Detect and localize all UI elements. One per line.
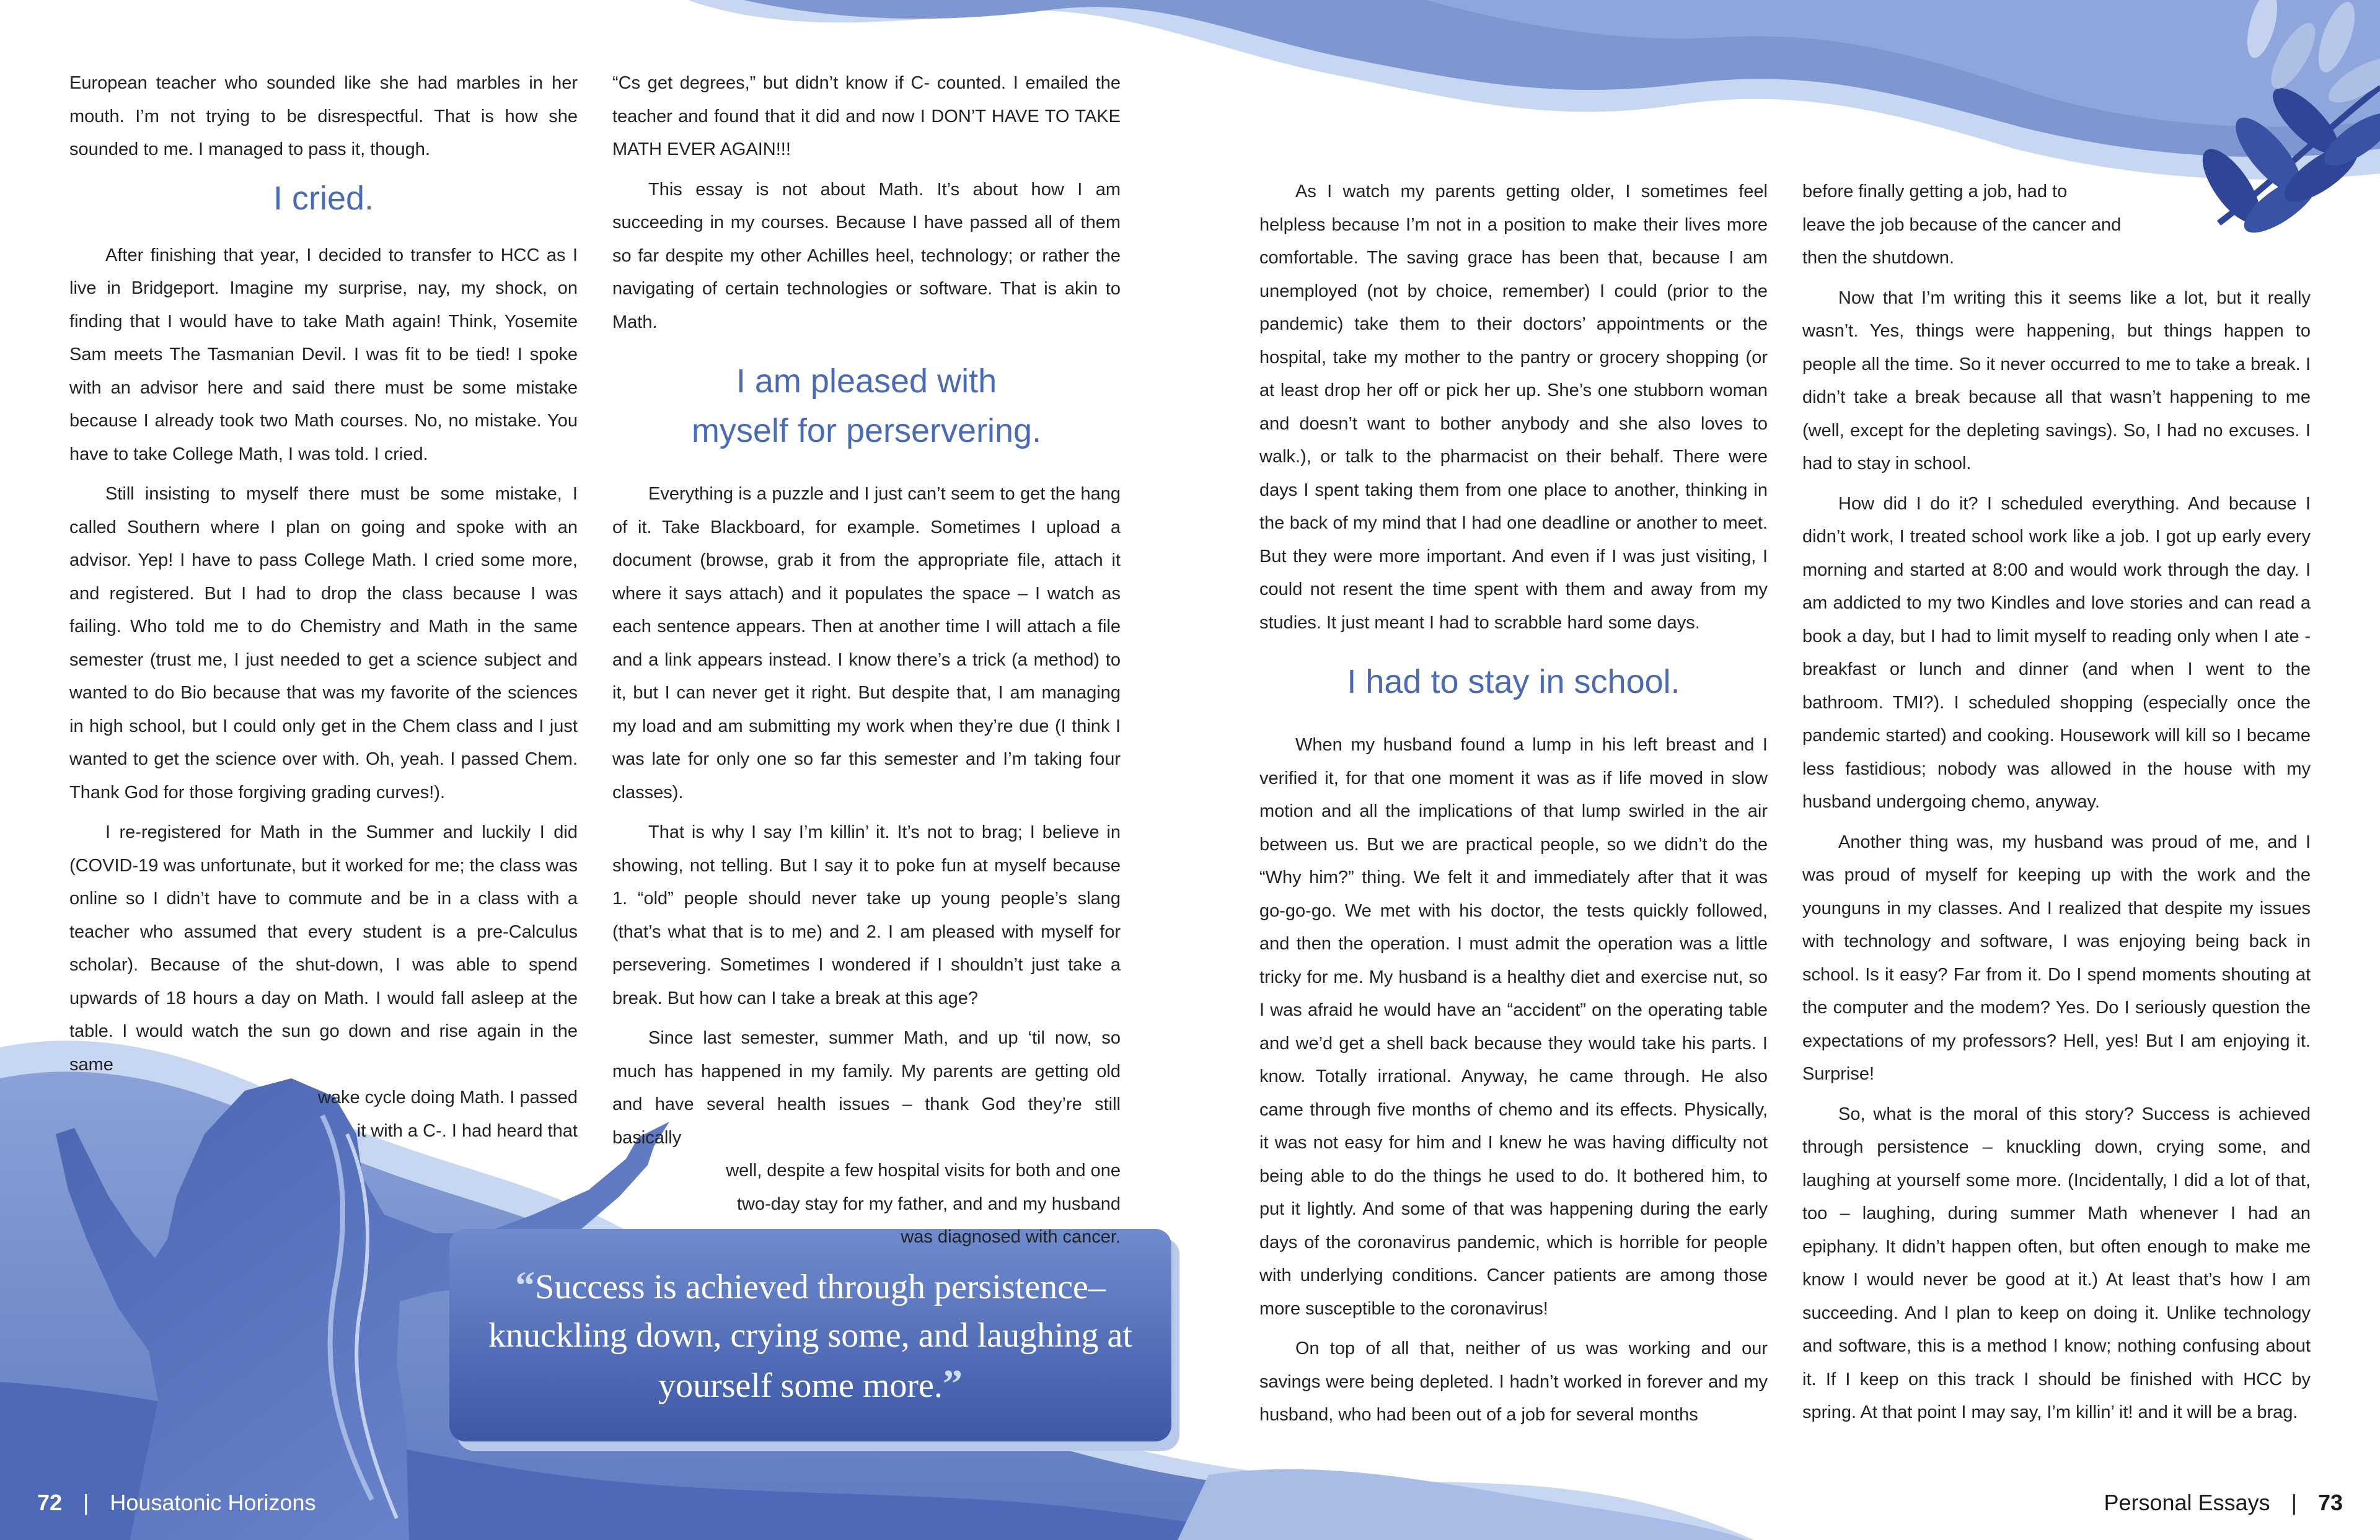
paragraph: This essay is not about Math. It’s about how I am succeeding in my courses. Because I have passed all of them so far despite my other Achilles heel, technology; or rather the navigating of certain technologies or software. That is akin to Math. (612, 179, 1121, 332)
open-quote-icon: “ (515, 1262, 536, 1307)
heading-line: myself for perservering. (691, 412, 1042, 449)
paragraph: “Cs get degrees,” but didn’t know if C- counted. I emailed the teacher and found that it did and now I DON’T HAVE TO TAKE MATH EVER AGAIN!!! (612, 73, 1121, 159)
publication-title: Housatonic Horizons (110, 1490, 316, 1515)
column-2 (612, 67, 1121, 1254)
paragraph-lead-line: before finally getting a job, had to (1802, 182, 2068, 201)
right-page-footer (2104, 1490, 2343, 1516)
paragraph-tail-line: two-day stay for my father, and and my husband (737, 1194, 1121, 1214)
section-name: Personal Essays (2104, 1490, 2270, 1515)
paragraph: Still insisting to myself there must be some mistake, I called Southern where I plan on going and spoke with an advisor. Yep! I have to pass College Math. I cried some more, and registered. But I had to drop the class because I was failing. Who told me to do Chemistry and Math in the same semester (trust me, I just needed to get a science subject and wanted to do Bio because that was my favorite of the sciences in high school, but I could only get in the Chem class and I just wanted to get the science over with. Oh, yeah. I passed Chem. Thank God for those forgiving grading curves!). (69, 484, 578, 803)
section-heading-pleased (612, 356, 1121, 455)
paragraph: On top of all that, neither of us was working and our savings were being depleted. I hadn’t worked in forever and my husband, who had been out of a job for several months (1259, 1339, 1768, 1425)
paragraph: Everything is a puzzle and I just can’t seem to get the hang of it. Take Blackboard, for example. Sometimes I upload a document (browse, grab it from the appropriate file, attach it where it says attach) and it populates the space – I watch as each sentence appears. Then at another time I will attach a file and a link appears instead. I know there’s a trick (a method) to it, but I can never get it right. But despite that, I am managing my load and am submitting my work when they’re due (I think I was late for only one so far this semester and I’m taking four classes). (612, 484, 1121, 803)
pull-quote-text: Success is achieved through persistence– knuckling down, crying some, and laughing at yourself some more. (488, 1267, 1132, 1405)
paragraph-tail-line: well, despite a few hospital visits for both and one (726, 1161, 1121, 1181)
column-3 (1259, 175, 1768, 1439)
paragraph: I re-registered for Math in the Summer and luckily I did (COVID-19 was unfortunate, but it worked for me; the class was online so I didn’t have to commute and be in a class with a teacher who assumed that every student is a pre-Calculus scholar). Because of the shut-down, I was able to spend upwards of 18 hours a day on Math. I would fall asleep at the table. I would watch the sun go down and rise again in the same (69, 822, 578, 1075)
footer-separator: | (83, 1490, 89, 1515)
paragraph: Now that I’m writing this it seems like a lot, but it really wasn’t. Yes, things were happening, but things happen to people all the time. So it never occurred to me to take a break. I didn’t take a break because all that wasn’t happening to me (well, except for the depleting savings). So, I had no excuses. I had to stay in school. (1802, 288, 2311, 473)
paragraph: As I watch my parents getting older, I sometimes feel helpless because I’m not in a position to make their lives more comfortable. The saving grace has been that, because I am unemployed (not by choice, remember) I could (prior to the pandemic) take them to their doctors’ appointments or the hospital, take my mother to the pantry or grocery shopping (or at least drop her off or pick her up. She’s one stubborn woman and doesn’t want to bother anybody and she also loves to walk.), or talk to the pharmacist on their behalf. There were days I spent taking them from one place to another, thinking in the back of my mind that I had one deadline or another to meet. But they were more important. And even if I was just visiting, I could not resent the time spent with them and away from my studies. It just meant I had to scrabble hard some days. (1259, 182, 1768, 633)
paragraph: That is why I say I’m killin’ it. It’s not to brag; I believe in showing, not telling. But I say it to poke fun at myself because 1. “old” people should never take up young people’s slang (that’s what that is to me) and 2. I am pleased with myself for persevering. Sometimes I wondered if I shouldn’t just take a break. But how can I take a break at this age? (612, 822, 1121, 1008)
pull-quote-text-wrap (487, 1261, 1134, 1410)
paragraph: European teacher who sounded like she had marbles in her mouth. I’m not trying to be disrespectful. That is how she sounded to me. I managed to pass it, though. (69, 73, 578, 159)
paragraph-lead-line: leave the job because of the cancer and (1802, 214, 2122, 235)
heading-line: I am pleased with (736, 363, 997, 400)
paragraph: Since last semester, summer Math, and up ‘til now, so much has happened in my family. My parents are getting old and have several health issues – thank God they’re still basically (612, 1028, 1121, 1148)
section-heading-i-cried: I cried. (273, 179, 374, 217)
column-1 (69, 67, 578, 1148)
paragraph: So, what is the moral of this story? Success is achieved through persistence – knuckling down, crying some, and laughing at yourself some more. (Incidentally, I did a lot of that, too – laughing, during summer Math whenever I had an epiphany. It didn’t happen often, but often enough to make me know I would never be good at it.) At least that’s how I am succeeding. And I plan to keep on doing it. Unlike technology and software, this is a method I know; nothing confusing about it. If I keep on this track I should be finished with HCC by spring. At that point I may say, I’m killin’ it! and it will be a brag. (1802, 1104, 2311, 1422)
left-page-footer (37, 1490, 316, 1516)
paragraph-lead-line: then the shutdown. (1802, 248, 1955, 268)
section-heading-stay-in-school: I had to stay in school. (1347, 663, 1680, 700)
left-page-number: 72 (37, 1490, 63, 1515)
close-quote-icon: ” (942, 1361, 963, 1406)
column-4 (1802, 175, 2311, 1437)
paragraph: How did I do it? I scheduled everything. And because I didn’t work, I treated school work like a job. I got up early every morning and started at 8:00 and would work through the day. I am addicted to my two Kindles and love stories and can read a book a day, but I had to limit myself to reading only when I ate - breakfast or lunch and dinner (and when I went to the bathroom. TMI?). I scheduled shopping (especially once the pandemic started) and cooking. Housework will kill so I became less fastidious; nobody was allowed in the house with my husband undergoing chemo, anyway. (1802, 493, 2311, 812)
paragraph-tail-line: wake cycle doing Math. I passed (317, 1088, 578, 1107)
paragraph-tail-line: was diagnosed with cancer. (901, 1227, 1121, 1247)
paragraph: When my husband found a lump in his left breast and I verified it, for that one moment it was as if life moved in slow motion and all the implications of that lump swirled in the air between us. But we are practical people, so we didn’t do the “Why him?” thing. We felt it and immediately after that it was go-go-go. We met with his doctor, the tests quickly followed, and then the operation. I must admit the operation was a little tricky for me. My husband is a healthy diet and exercise nut, so I was afraid he would have an “accident” on the operating table and we’d get a shell back because they would take his parts. I know. Totally irrational. Anyway, he came through. He also came through five months of chemo and its effects. Physically, it was not easy for him and I knew he was having difficulty not being able to do the things he used to do. It bothered him, to put it lightly. And some of that was happening during the early days of the coronavirus pandemic, which is horrible for people with underlying conditions. Cancer patients are among those more susceptible to the coronavirus! (1259, 735, 1768, 1319)
paragraph: After finishing that year, I decided to transfer to HCC as I live in Bridgeport. Imagine my surprise, nay, my shock, on finding that I would have to take Math again! Think, Yosemite Sam meets The Tasmanian Devil. I was fit to be tied! I spoke with an advisor here and said there must be some mistake because I already took two Math courses. No, no mistake. You have to take College Math, I was told. I cried. (69, 245, 578, 464)
paragraph: Another thing was, my husband was proud of me, and I was proud of myself for keeping up with the work and the younguns in my classes. And I realized that despite my issues with technology and software, I was enjoying being back in school. Is it easy? Far from it. Do I spend moments shouting at the computer and the modem? Yes. Do I seriously question the expectations of my professors? Hell, yes! But I am enjoying it. Surprise! (1802, 832, 2311, 1084)
footer-separator: | (2291, 1490, 2297, 1515)
paragraph-tail-line: it with a C-. I had heard that (356, 1120, 578, 1141)
right-page-number: 73 (2317, 1490, 2343, 1515)
pull-quote (449, 1229, 1171, 1441)
